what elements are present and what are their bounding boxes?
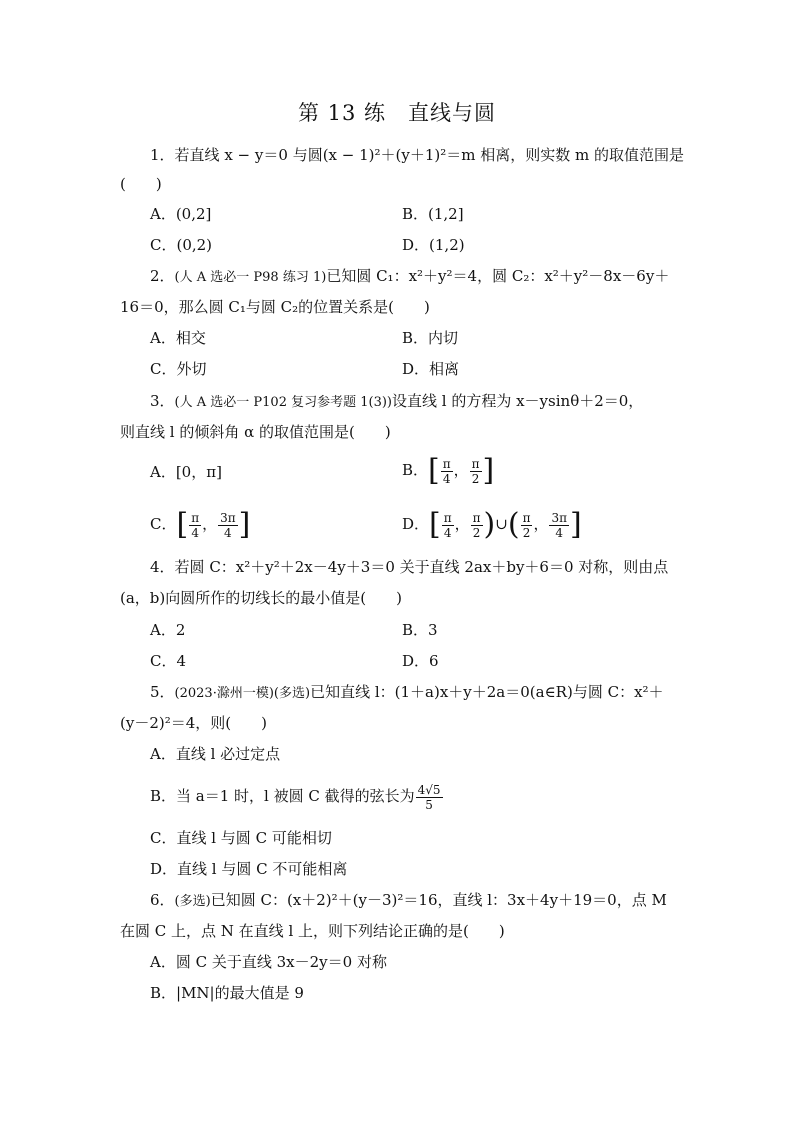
question-5-stem-cont: (y－2)²＝4，则( ) (120, 714, 267, 732)
option-d[interactable]: D．相离 (402, 360, 460, 378)
option-d[interactable]: D．6 (402, 652, 439, 670)
option-d[interactable]: D．(1,2) (402, 236, 465, 254)
question-source: (人 A 选必一 P98 练习 1) (174, 270, 327, 285)
option-a[interactable]: A．[0，π] (150, 463, 222, 481)
option-a[interactable]: A．圆 C 关于直线 3x－2y＝0 对称 (150, 953, 387, 971)
option-c[interactable]: C．直线 l 与圆 C 可能相切 (150, 829, 332, 847)
option-b[interactable]: B．|MN|的最大值是 9 (150, 984, 304, 1002)
fraction: $\frac{\pi}{4}$ (443, 510, 452, 540)
question-number: 1． (150, 146, 175, 164)
question-source: (多选) (174, 894, 211, 909)
fraction: $\frac{\pi}{4}$ (191, 510, 200, 540)
option-a[interactable]: A．(0,2] (150, 205, 212, 223)
option-b[interactable]: B．3 (402, 621, 438, 639)
option-c[interactable]: C．[ $\frac{\pi}{4}$ ， $\frac{3\pi}{4}$ ] (150, 507, 251, 542)
fraction: $\frac{\pi}{2}$ (522, 510, 531, 540)
option-a[interactable]: A．相交 (150, 329, 206, 347)
fraction: $\frac{\pi}{2}$ (471, 456, 480, 486)
option-b[interactable]: B．(1,2] (402, 205, 464, 223)
question-1-stem: 1．若直线 x − y＝0 与圆(x − 1)²＋(y＋1)²＝m 相离，则实数 m 的取值范围是 (150, 146, 685, 164)
question-1-paren: ( ) (120, 175, 162, 193)
option-b[interactable]: B．内切 (402, 329, 459, 347)
question-5-stem: 5．(2023·滁州一模)(多选)已知直线 l：(1＋a)x＋y＋2a＝0(a∈R)与圆 C：x²＋ (150, 683, 664, 701)
option-c[interactable]: C．(0,2) (150, 236, 213, 254)
question-4-stem-cont: (a，b)向圆所作的切线长的最小值是( ) (120, 589, 402, 607)
question-6-stem: 6．(多选)已知圆 C：(x＋2)²＋(y－3)²＝16，直线 l：3x＋4y＋19＝0，点 M (150, 891, 667, 909)
fraction: $\frac{\pi}{4}$ (442, 456, 451, 486)
page-title: 第 13 练 直线与圆 (297, 101, 497, 125)
option-a[interactable]: A．2 (150, 621, 186, 639)
option-c[interactable]: C．4 (150, 652, 187, 670)
fraction: $\frac{\pi}{2}$ (472, 510, 481, 540)
question-2-stem-cont: 16＝0，那么圆 C₁与圆 C₂的位置关系是( ) (120, 298, 430, 316)
option-d[interactable]: D．直线 l 与圆 C 不可能相离 (150, 860, 348, 878)
question-source: (人 A 选必一 P102 复习参考题 1(3)) (174, 395, 392, 410)
option-b[interactable]: B．当 a＝1 时，l 被圆 C 截得的弦长为 $\frac{4√5}{5}$ (150, 782, 441, 812)
option-b[interactable]: B．[ $\frac{\pi}{4}$ ， $\frac{\pi}{2}$ ] (402, 453, 495, 488)
question-4-stem: 4．若圆 C：x²＋y²＋2x－4y＋3＝0 关于直线 2ax＋by＋6＝0 对称，则由点 (150, 558, 669, 576)
fraction: $\frac{3\pi}{4}$ (551, 510, 567, 540)
option-d[interactable]: D．[ $\frac{\pi}{4}$ ， $\frac{\pi}{2}$ )∪( $\frac{\pi}{2}$ ， $\frac{3\pi}{4}$ ] (402, 507, 582, 542)
question-source: (2023·滁州一模)(多选) (174, 686, 311, 701)
fraction: $\frac{3\pi}{4}$ (220, 510, 236, 540)
question-3-stem-cont: 则直线 l 的倾斜角 α 的取值范围是( ) (120, 423, 391, 441)
question-2-stem: 2．(人 A 选必一 P98 练习 1)已知圆 C₁：x²＋y²＝4，圆 C₂：x²＋y²－8x－6y＋ (150, 267, 670, 285)
question-6-stem-cont: 在圆 C 上，点 N 在直线 l 上，则下列结论正确的是( ) (120, 922, 505, 940)
question-3-stem: 3．(人 A 选必一 P102 复习参考题 1(3))设直线 l 的方程为 x－ysinθ＋2＝0， (150, 392, 644, 410)
fraction: $\frac{4√5}{5}$ (417, 782, 441, 812)
option-c[interactable]: C．外切 (150, 360, 207, 378)
option-a[interactable]: A．直线 l 必过定点 (150, 745, 281, 763)
